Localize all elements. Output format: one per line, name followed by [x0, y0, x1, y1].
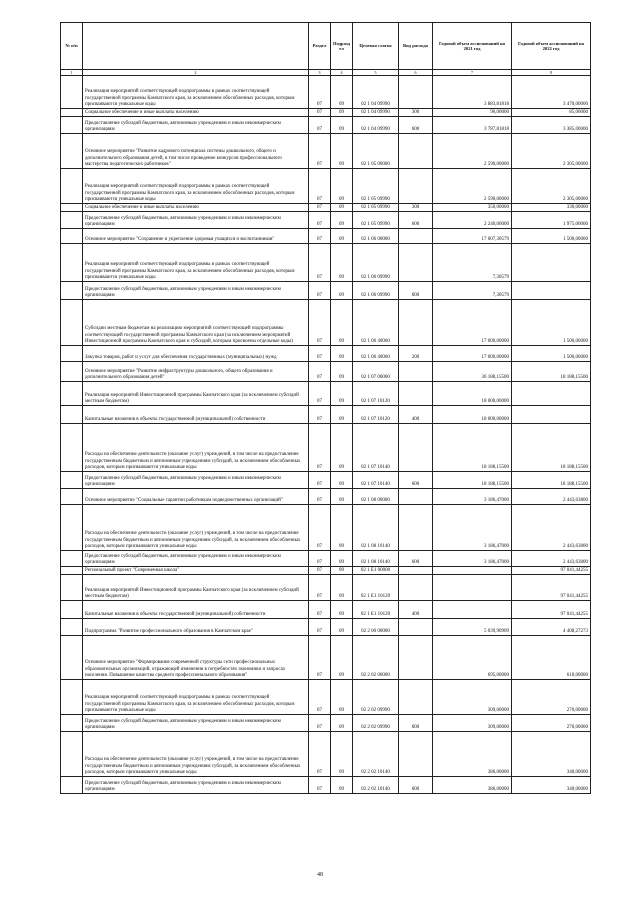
row-razdel: 07: [309, 619, 331, 636]
row-target-article: 02 1 08 10140: [353, 505, 399, 551]
row-num-cell: [61, 169, 83, 204]
row-target-article: 02 1 05 09990: [353, 204, 399, 212]
row-podrazdel: 09: [331, 109, 353, 117]
row-num-cell: [61, 282, 83, 300]
row-value-2022: 1 500,00000: [512, 300, 591, 346]
row-razdel: 07: [309, 362, 331, 382]
table-row: [61, 212, 591, 229]
row-num-cell: [61, 472, 83, 489]
row-razdel: 07: [309, 424, 331, 472]
row-num-cell: [61, 406, 83, 424]
row-podrazdel: 09: [331, 204, 353, 212]
row-podrazdel: 09: [331, 424, 353, 472]
row-value-2022: 18 188,15500: [512, 424, 591, 472]
row-expense-type: [399, 575, 433, 601]
row-value-2021: [433, 575, 512, 601]
row-podrazdel: 09: [331, 680, 353, 715]
table-row: [61, 229, 591, 244]
row-razdel: 07: [309, 777, 331, 794]
row-podrazdel: 09: [331, 732, 353, 777]
row-description: Предоставление субсидий бюджетным, автономным учреждениям и иным некоммерческим организациям: [83, 551, 309, 567]
row-razdel: 07: [309, 212, 331, 229]
table-row: [61, 204, 591, 212]
row-description: Подпрограмма "Развитие профессионального образования в Камчатском крае": [83, 619, 309, 636]
row-value-2022: 270,00000: [512, 680, 591, 715]
col-number: 7: [433, 70, 512, 76]
row-expense-type: [399, 424, 433, 472]
row-podrazdel: 09: [331, 244, 353, 282]
row-num-cell: [61, 777, 83, 794]
col-number: 2: [83, 70, 309, 76]
row-num-cell: [61, 732, 83, 777]
row-description: Реализация мероприятий Инвестиционной программы Камчатского края (за исключением субсидий местным бюджетам): [83, 382, 309, 406]
row-expense-type: 600: [399, 551, 433, 567]
table-row: [61, 636, 591, 680]
row-value-2022: 330,00000: [512, 204, 591, 212]
row-value-2021: 7,30579: [433, 282, 512, 300]
header-expense-type: Вид расхода: [399, 23, 433, 70]
row-value-2022: 2 443,63800: [512, 505, 591, 551]
row-description: Расходы на обеспечение деятельности (оказание услуг) учреждений, в том числе на предоставление государственным бюджетным и автономным учреждениям субсидий, за исключением обособленных расходов, которым присваиваются уникальные коды: [83, 732, 309, 777]
row-description: Основное мероприятие "Развитие кадрового потенциала системы дошкольного, общего и дополнительного образования детей, в том числе проведение конкурсов профессионального мастерства педагогических работников": [83, 134, 309, 169]
row-target-article: 02 2 00 00000: [353, 619, 399, 636]
row-target-article: 02 1 08 00000: [353, 489, 399, 505]
table-row: [61, 382, 591, 406]
table-row: [61, 424, 591, 472]
row-podrazdel: 09: [331, 472, 353, 489]
row-value-2022: 1 975,00000: [512, 212, 591, 229]
row-expense-type: [399, 169, 433, 204]
row-num-cell: [61, 601, 83, 619]
row-num-cell: [61, 109, 83, 117]
row-target-article: 02 1 07 00000: [353, 362, 399, 382]
row-expense-type: [399, 134, 433, 169]
row-description: Предоставление субсидий бюджетным, автономным учреждениям и иным некоммерческим организациям: [83, 472, 309, 489]
row-value-2021: 2 590,00000: [433, 169, 512, 204]
row-description: Основное мероприятие "Развитие инфраструктуры дошкольного, общего образования и дополнительного образования детей": [83, 362, 309, 382]
row-value-2022: 2 443,63800: [512, 551, 591, 567]
row-target-article: 02 1 07 10140: [353, 424, 399, 472]
row-description: Реализация мероприятий соответствующей подпрограммы в рамках соответствующей государственной программы Камчатского края, за исключением обособленных расходов, которым присваиваются уникальные коды: [83, 76, 309, 109]
row-podrazdel: 09: [331, 567, 353, 575]
row-value-2022: 610,00000: [512, 636, 591, 680]
row-num-cell: [61, 575, 83, 601]
row-expense-type: [399, 229, 433, 244]
page-number: 48: [317, 872, 323, 878]
row-podrazdel: 09: [331, 505, 353, 551]
header-year-2022: Годовой объем ассигнований на 2022 год: [512, 23, 591, 70]
row-expense-type: 600: [399, 212, 433, 229]
row-razdel: 07: [309, 244, 331, 282]
row-value-2021: 309,00000: [433, 715, 512, 732]
row-razdel: 07: [309, 229, 331, 244]
table-row: [61, 117, 591, 134]
table-row: [61, 109, 591, 117]
row-num-cell: [61, 382, 83, 406]
row-value-2022: 18 188,15500: [512, 472, 591, 489]
row-target-article: 02 1 07 10120: [353, 406, 399, 424]
header-razdel: Раздел: [309, 23, 331, 70]
row-target-article: 02 2 02 10140: [353, 777, 399, 794]
row-target-article: 02 1 05 00000: [353, 134, 399, 169]
table-row: [61, 472, 591, 489]
row-target-article: 02 1 08 10140: [353, 551, 399, 567]
col-number: 1: [61, 70, 83, 76]
header-num: № п/п: [61, 23, 83, 70]
row-num-cell: [61, 212, 83, 229]
row-description: Капитальные вложения в объекты государственной (муниципальной) собственности: [83, 601, 309, 619]
row-razdel: 07: [309, 732, 331, 777]
table-row: [61, 575, 591, 601]
row-value-2022: 3 385,00000: [512, 117, 591, 134]
row-target-article: 02 1 04 09990: [353, 117, 399, 134]
row-target-article: 02 1 05 09990: [353, 169, 399, 204]
row-num-cell: [61, 346, 83, 362]
row-value-2021: [433, 601, 512, 619]
row-podrazdel: 09: [331, 619, 353, 636]
table-row: [61, 169, 591, 204]
row-podrazdel: 09: [331, 134, 353, 169]
row-podrazdel: 09: [331, 76, 353, 109]
row-expense-type: [399, 732, 433, 777]
row-num-cell: [61, 636, 83, 680]
row-razdel: 07: [309, 505, 331, 551]
table-row: [61, 777, 591, 794]
row-num-cell: [61, 551, 83, 567]
row-description: Субсидии местным бюджетам на реализацию мероприятий соответствующей подпрограммы соответствующей государственной программы Камчатского края (за исключением мероприятий Инвестиционной программы Камчатского края и субсидий, которым присвоены отдельные коды): [83, 300, 309, 346]
row-description: Капитальные вложения в объекты государственной (муниципальной) собственности: [83, 406, 309, 424]
row-expense-type: 400: [399, 406, 433, 424]
table-row: [61, 362, 591, 382]
row-podrazdel: 09: [331, 777, 353, 794]
row-podrazdel: 09: [331, 636, 353, 680]
table-row: [61, 551, 591, 567]
row-razdel: 07: [309, 109, 331, 117]
table-row: [61, 134, 591, 169]
row-target-article: 02 1 06 40060: [353, 346, 399, 362]
row-value-2022: 2 443,63800: [512, 489, 591, 505]
row-expense-type: [399, 76, 433, 109]
row-num-cell: [61, 715, 83, 732]
row-value-2021: 18 188,15500: [433, 424, 512, 472]
row-target-article: 02 1 06 00000: [353, 229, 399, 244]
row-value-2022: [512, 244, 591, 282]
row-description: Предоставление субсидий бюджетным, автономным учреждениям и иным некоммерческим организациям: [83, 777, 309, 794]
table-row: [61, 680, 591, 715]
row-target-article: 02 2 02 09990: [353, 715, 399, 732]
col-number: 8: [512, 70, 591, 76]
row-num-cell: [61, 76, 83, 109]
row-description: Предоставление субсидий бюджетным, автономным учреждениям и иным некоммерческим организациям: [83, 212, 309, 229]
table-row: [61, 244, 591, 282]
row-num-cell: [61, 117, 83, 134]
row-value-2022: 4 408,27273: [512, 619, 591, 636]
row-value-2022: 1 500,00000: [512, 346, 591, 362]
row-razdel: 07: [309, 76, 331, 109]
row-target-article: 02 1 05 09990: [353, 212, 399, 229]
row-num-cell: [61, 204, 83, 212]
row-expense-type: 300: [399, 204, 433, 212]
row-description: Предоставление субсидий бюджетным, автономным учреждениям и иным некоммерческим организациям: [83, 715, 309, 732]
table-row: [61, 567, 591, 575]
row-value-2021: 17 000,00000: [433, 300, 512, 346]
row-value-2022: 340,00000: [512, 777, 591, 794]
row-value-2021: 5 039,90909: [433, 619, 512, 636]
table-row: [61, 76, 591, 109]
row-expense-type: 600: [399, 715, 433, 732]
row-target-article: 02 1 07 10140: [353, 472, 399, 489]
row-podrazdel: 09: [331, 346, 353, 362]
row-expense-type: [399, 362, 433, 382]
row-podrazdel: 09: [331, 117, 353, 134]
row-razdel: 07: [309, 169, 331, 204]
row-target-article: 02 1 06 40060: [353, 300, 399, 346]
budget-table: [60, 22, 591, 794]
table-row: [61, 406, 591, 424]
row-razdel: 07: [309, 134, 331, 169]
row-podrazdel: 09: [331, 300, 353, 346]
row-razdel: 07: [309, 715, 331, 732]
row-expense-type: 400: [399, 601, 433, 619]
header-podrazdel: Подраздел: [331, 23, 353, 70]
row-value-2022: [512, 282, 591, 300]
row-target-article: 02 1 04 09990: [353, 76, 399, 109]
row-num-cell: [61, 424, 83, 472]
row-expense-type: [399, 505, 433, 551]
row-value-2021: 96,00000: [433, 109, 512, 117]
row-num-cell: [61, 505, 83, 551]
row-value-2022: 270,00000: [512, 715, 591, 732]
row-razdel: 07: [309, 575, 331, 601]
row-description: Предоставление субсидий бюджетным, автономным учреждениям и иным некоммерческим организациям: [83, 117, 309, 134]
row-podrazdel: 09: [331, 489, 353, 505]
row-value-2021: 2 240,00000: [433, 212, 512, 229]
row-description: Расходы на обеспечение деятельности (оказание услуг) учреждений, в том числе на предоставление государственным бюджетным и автономным учреждениям субсидий, за исключением обособленных расходов, которым присваиваются уникальные коды: [83, 424, 309, 472]
row-expense-type: [399, 567, 433, 575]
row-value-2021: 17 007,30579: [433, 229, 512, 244]
row-razdel: 07: [309, 117, 331, 134]
row-value-2021: 7,30579: [433, 244, 512, 282]
row-target-article: 02 2 02 09990: [353, 680, 399, 715]
table-row: [61, 300, 591, 346]
row-podrazdel: 09: [331, 169, 353, 204]
row-value-2021: 3 883,81818: [433, 76, 512, 109]
row-description: Основное мероприятие "Сохранение и укрепление здоровья учащихся и воспитанников": [83, 229, 309, 244]
row-target-article: 02 1 07 10120: [353, 382, 399, 406]
row-podrazdel: 09: [331, 282, 353, 300]
row-razdel: 07: [309, 382, 331, 406]
row-value-2021: 36 188,15500: [433, 362, 512, 382]
row-value-2022: [512, 406, 591, 424]
row-value-2022: 85,00000: [512, 109, 591, 117]
row-razdel: 07: [309, 406, 331, 424]
col-number: 6: [399, 70, 433, 76]
row-num-cell: [61, 680, 83, 715]
row-expense-type: [399, 244, 433, 282]
row-value-2022: 2 305,00000: [512, 169, 591, 204]
row-razdel: 07: [309, 567, 331, 575]
col-number: 4: [331, 70, 353, 76]
row-expense-type: [399, 619, 433, 636]
row-value-2021: 18 188,15500: [433, 472, 512, 489]
row-description: Реализация мероприятий Инвестиционной программы Камчатского края (за исключением субсидий местным бюджетам): [83, 575, 309, 601]
row-num-cell: [61, 362, 83, 382]
row-num-cell: [61, 229, 83, 244]
col-number: 5: [353, 70, 399, 76]
row-podrazdel: 09: [331, 362, 353, 382]
row-value-2021: 17 000,00000: [433, 346, 512, 362]
row-razdel: 07: [309, 601, 331, 619]
table-row: [61, 505, 591, 551]
row-value-2021: 3 787,81818: [433, 117, 512, 134]
row-expense-type: 600: [399, 777, 433, 794]
row-description: Реализация мероприятий соответствующей подпрограммы в рамках соответствующей государственной программы Камчатского края, за исключением обособленных расходов, которым присваиваются уникальные коды: [83, 680, 309, 715]
row-value-2021: 18 000,00000: [433, 406, 512, 424]
row-value-2022: 3 470,00000: [512, 76, 591, 109]
col-number: 3: [309, 70, 331, 76]
row-num-cell: [61, 567, 83, 575]
row-target-article: 02 1 E1 00000: [353, 567, 399, 575]
row-description: Основное мероприятие "Социальные гарантии работникам подведомственных организаций": [83, 489, 309, 505]
row-value-2021: 386,00000: [433, 777, 512, 794]
row-value-2022: 97 041,44255: [512, 601, 591, 619]
header-year-2021: Годовой объем ассигнований на 2021 год: [433, 23, 512, 70]
row-expense-type: [399, 382, 433, 406]
row-target-article: 02 1 04 09990: [353, 109, 399, 117]
row-description: Предоставление субсидий бюджетным, автономным учреждениям и иным некоммерческим организациям: [83, 282, 309, 300]
row-razdel: 07: [309, 551, 331, 567]
row-expense-type: 600: [399, 282, 433, 300]
row-num-cell: [61, 489, 83, 505]
row-value-2021: 3 186,47000: [433, 505, 512, 551]
row-expense-type: 600: [399, 472, 433, 489]
row-description: Реализация мероприятий соответствующей подпрограммы в рамках соответствующей государственной программы Камчатского края, за исключением обособленных расходов, которым присваиваются уникальные коды: [83, 169, 309, 204]
row-value-2021: 18 000,00000: [433, 382, 512, 406]
table-row: [61, 489, 591, 505]
row-num-cell: [61, 134, 83, 169]
header-name: [83, 23, 309, 70]
row-description: Основное мероприятие "Формирование современной структуры сети профессиональных образовательных организаций, отражающей изменения в потребностях экономики и запросах населения. Повышение качества среднего профессионального образования": [83, 636, 309, 680]
row-razdel: 07: [309, 636, 331, 680]
row-expense-type: [399, 636, 433, 680]
row-value-2022: 97 041,44255: [512, 575, 591, 601]
row-value-2022: 97 041,44255: [512, 567, 591, 575]
row-target-article: 02 1 E1 10120: [353, 575, 399, 601]
row-razdel: 07: [309, 472, 331, 489]
row-description: Социальное обеспечение и иные выплаты населению: [83, 204, 309, 212]
row-razdel: 07: [309, 282, 331, 300]
row-value-2022: 18 188,15500: [512, 362, 591, 382]
row-podrazdel: 09: [331, 551, 353, 567]
row-num-cell: [61, 244, 83, 282]
row-razdel: 07: [309, 680, 331, 715]
row-expense-type: [399, 680, 433, 715]
row-podrazdel: 09: [331, 212, 353, 229]
row-podrazdel: 09: [331, 382, 353, 406]
row-value-2021: 3 186,47000: [433, 489, 512, 505]
table-row: [61, 619, 591, 636]
row-description: Социальное обеспечение и иные выплаты населению: [83, 109, 309, 117]
table-row: [61, 732, 591, 777]
table-header-row: [61, 23, 591, 70]
row-target-article: 02 1 06 09990: [353, 282, 399, 300]
row-description: Закупка товаров, работ и услуг для обеспечения государственных (муниципальных) нужд: [83, 346, 309, 362]
row-value-2022: 2 305,00000: [512, 134, 591, 169]
row-razdel: 07: [309, 489, 331, 505]
row-value-2021: 309,00000: [433, 680, 512, 715]
row-value-2022: 1 500,00000: [512, 229, 591, 244]
row-razdel: 07: [309, 300, 331, 346]
row-podrazdel: 09: [331, 229, 353, 244]
row-razdel: 07: [309, 346, 331, 362]
row-value-2021: 350,00000: [433, 204, 512, 212]
row-num-cell: [61, 619, 83, 636]
row-target-article: 02 2 02 10140: [353, 732, 399, 777]
row-expense-type: [399, 489, 433, 505]
row-target-article: 02 2 02 00000: [353, 636, 399, 680]
row-expense-type: 200: [399, 346, 433, 362]
table-row: [61, 282, 591, 300]
row-num-cell: [61, 300, 83, 346]
row-razdel: 07: [309, 204, 331, 212]
header-target-article: Целевая статья: [353, 23, 399, 70]
table-row: [61, 346, 591, 362]
row-podrazdel: 09: [331, 715, 353, 732]
row-target-article: 02 1 06 09990: [353, 244, 399, 282]
row-podrazdel: 09: [331, 406, 353, 424]
row-expense-type: [399, 300, 433, 346]
row-description: Расходы на обеспечение деятельности (оказание услуг) учреждений, в том числе на предоставление государственным бюджетным и автономным учреждениям субсидий, за исключением обособленных расходов, которым присваиваются уникальные коды: [83, 505, 309, 551]
row-description: Региональный проект "Современная школа": [83, 567, 309, 575]
row-podrazdel: 09: [331, 575, 353, 601]
row-expense-type: 600: [399, 117, 433, 134]
row-value-2021: 2 590,00000: [433, 134, 512, 169]
row-expense-type: 300: [399, 109, 433, 117]
table-row: [61, 715, 591, 732]
row-value-2022: 340,00000: [512, 732, 591, 777]
row-description: Реализация мероприятий соответствующей подпрограммы в рамках соответствующей государственной программы Камчатского края, за исключением обособленных расходов, которым присваиваются уникальные коды: [83, 244, 309, 282]
table-row: [61, 601, 591, 619]
row-podrazdel: 09: [331, 601, 353, 619]
row-value-2021: 386,00000: [433, 732, 512, 777]
row-value-2022: [512, 382, 591, 406]
row-value-2021: 695,00000: [433, 636, 512, 680]
row-target-article: 02 1 E1 10120: [353, 601, 399, 619]
row-value-2021: [433, 567, 512, 575]
row-value-2021: 3 186,47000: [433, 551, 512, 567]
